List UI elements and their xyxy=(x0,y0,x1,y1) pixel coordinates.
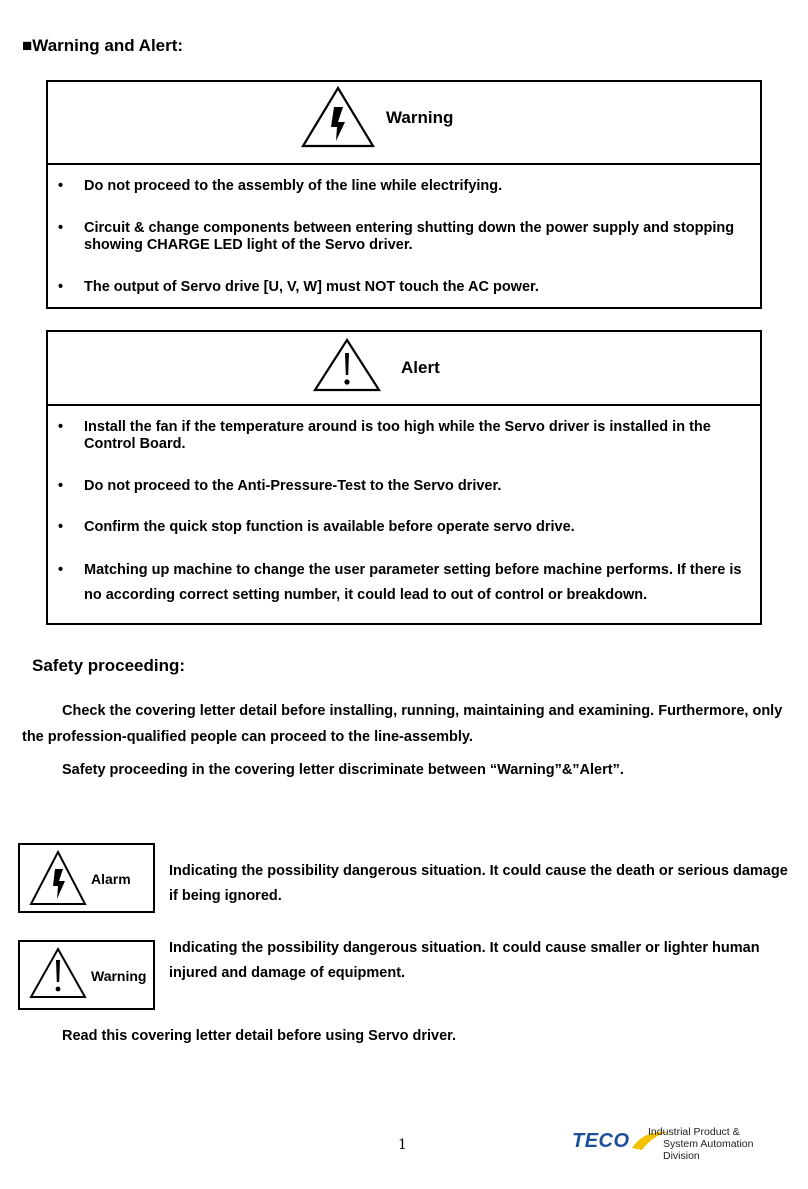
section-title-text: Warning and Alert: xyxy=(32,36,184,55)
alarm-legend-box xyxy=(18,843,155,913)
bullet-dot: • xyxy=(58,220,64,236)
alarm-description: Indicating the possibility dangerous situation. It could cause the death or serious damage if being ignored. xyxy=(169,863,788,904)
bullet-dot: • xyxy=(58,519,64,535)
warning-box-header xyxy=(48,82,760,165)
warning-label: Warning xyxy=(91,968,147,984)
bullet-dot: • xyxy=(58,279,64,295)
alert-box: Alert • Install the fan if the temperature around is too high while the Servo driver is installed in the Control Board. • Do not proceed to the Anti-Pressure-Test to the Servo driver. • Confirm the quick stop function is available before operate servo drive. • Matching up machine to change the user parameter setting before machine performs. If there is no according correct setting number, it could lead to out of control or breakdown. xyxy=(46,330,762,625)
alert-box-header xyxy=(48,332,760,406)
bullet-dot: • xyxy=(58,478,64,494)
division-line-2: System Automation Division xyxy=(663,1138,754,1162)
bullet-dot: • xyxy=(58,562,64,578)
bullet-dot: • xyxy=(58,178,64,194)
safety-heading: Safety proceeding: xyxy=(32,656,186,675)
exclamation-icon xyxy=(312,337,382,393)
footer-note: Read this covering letter detail before using Servo driver. xyxy=(62,1028,457,1044)
warning-box: Warning • Do not proceed to the assembly of the line while electrifying. • Circuit & change components between entering shutting down the power supply and stopping showing CHARGE LED light of the Servo driver. • The output of Servo drive [U, V, W] must NOT touch the AC power. xyxy=(46,80,762,309)
warning-description: Indicating the possibility dangerous situation. It could cause smaller or lighter human injured and damage of equipment. xyxy=(169,940,760,981)
bullet-dot: • xyxy=(58,419,64,435)
square-bullet-icon: ■ xyxy=(22,36,33,55)
safety-paragraph-1: Check the covering letter detail before installing, running, maintaining and examining. Furthermore, only the profession-qualified people can proceed to the line-assembly. xyxy=(22,703,783,745)
alert-box-heading: Alert xyxy=(401,358,440,377)
warning-box-heading: Warning xyxy=(386,108,454,127)
division-line-1: Industrial Product & xyxy=(648,1126,740,1138)
teco-logo xyxy=(572,1124,792,1162)
high-voltage-icon xyxy=(300,85,376,149)
safety-paragraph-2: Safety proceeding in the covering letter discriminate between “Warning”&”Alert”. xyxy=(62,762,624,778)
section-title xyxy=(22,36,183,56)
page-number: 1 xyxy=(398,1137,407,1153)
warning-legend-box xyxy=(18,940,155,1010)
high-voltage-icon xyxy=(28,849,88,907)
brand-name: TECO xyxy=(572,1130,630,1152)
alarm-label: Alarm xyxy=(91,871,131,887)
exclamation-icon xyxy=(28,946,88,1000)
